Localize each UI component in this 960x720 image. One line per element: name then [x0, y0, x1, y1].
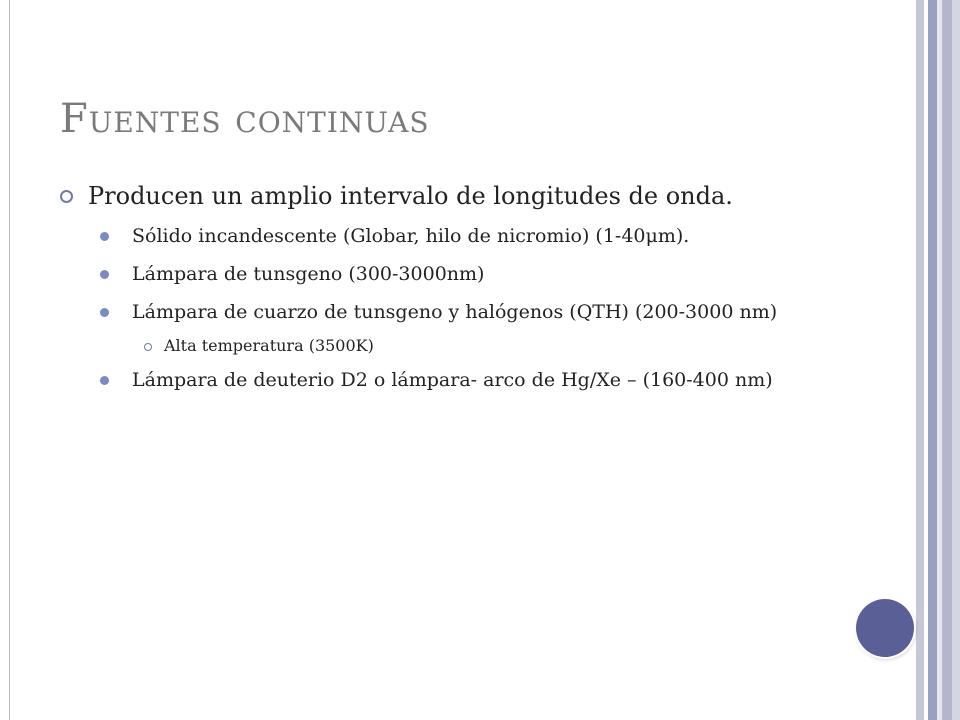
sub-bullet-text: Lámpara de cuarzo de tunsgeno y halógenos (QTH) (200-3000 nm): [132, 301, 778, 323]
sub-bullet-item: [98, 297, 820, 359]
filled-circle-bullet-icon: [100, 308, 109, 317]
sub-sub-bullet-item: [144, 333, 820, 359]
sub-sub-bullet-text: Alta temperatura (3500K): [164, 336, 374, 355]
bullet-item: [60, 178, 820, 395]
sub-sub-bullet-list: [132, 333, 820, 359]
accent-circle-decoration: [856, 599, 914, 657]
hollow-circle-bullet-icon: [144, 343, 152, 351]
bullet-text: Producen un amplio intervalo de longitudes de onda.: [88, 182, 733, 210]
left-frame-line: [9, 0, 10, 720]
stripe: [952, 0, 960, 720]
right-decorative-stripes: [916, 0, 960, 720]
slide-title: Fuentes continuas: [60, 96, 430, 142]
filled-circle-bullet-icon: [100, 270, 109, 279]
sub-bullet-item: [98, 259, 820, 289]
slide-content: [60, 178, 820, 403]
bullet-list: [60, 178, 820, 395]
sub-bullet-item: [98, 365, 820, 395]
stripe: [916, 0, 924, 720]
sub-bullet-text: Lámpara de deuterio D2 o lámpara- arco de Hg/Xe – (160-400 nm): [132, 369, 773, 391]
filled-circle-bullet-icon: [100, 232, 109, 241]
stripe: [928, 0, 937, 720]
sub-bullet-text: Lámpara de tunsgeno (300-3000nm): [132, 263, 485, 285]
sub-bullet-text: Sólido incandescente (Globar, hilo de nicromio) (1-40μm).: [132, 225, 690, 247]
filled-circle-bullet-icon: [100, 376, 109, 385]
hollow-circle-bullet-icon: [60, 190, 73, 203]
sub-bullet-list: [88, 221, 820, 395]
stripe: [942, 0, 952, 720]
sub-bullet-item: [98, 221, 820, 251]
